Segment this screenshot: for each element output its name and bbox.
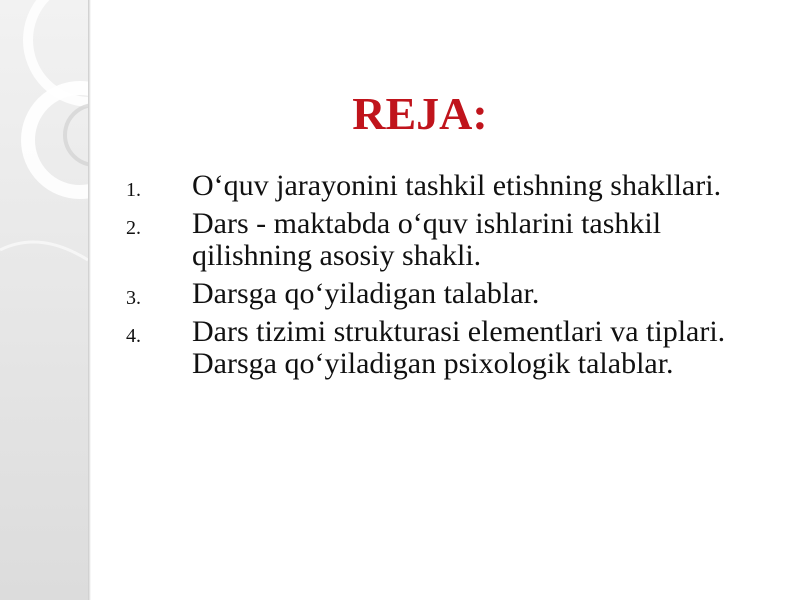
agenda-item-text: O‘quv jarayonini tashkil etishning shakllari. (192, 169, 722, 202)
agenda-item-4 (126, 316, 766, 380)
agenda-item-3 (126, 278, 766, 310)
agenda-list (126, 170, 766, 386)
agenda-item-number: 1. (126, 179, 141, 201)
agenda-item-2 (126, 208, 766, 272)
agenda-item-number: 4. (126, 325, 141, 347)
agenda-item-1 (126, 170, 766, 202)
agenda-item-text: Dars - maktabda o‘quv ishlarini tashkil qilishning asosiy shakli. (192, 207, 662, 272)
agenda-item-number: 3. (126, 287, 141, 309)
agenda-item-text: Dars tizimi strukturasi elementlari va tiplari. Darsga qo‘yiladigan psixologik talablar. (192, 315, 726, 380)
agenda-item-number: 2. (126, 217, 141, 239)
agenda-item-text: Darsga qo‘yiladigan talablar. (192, 277, 540, 310)
slide-title: REJA: (352, 88, 488, 139)
